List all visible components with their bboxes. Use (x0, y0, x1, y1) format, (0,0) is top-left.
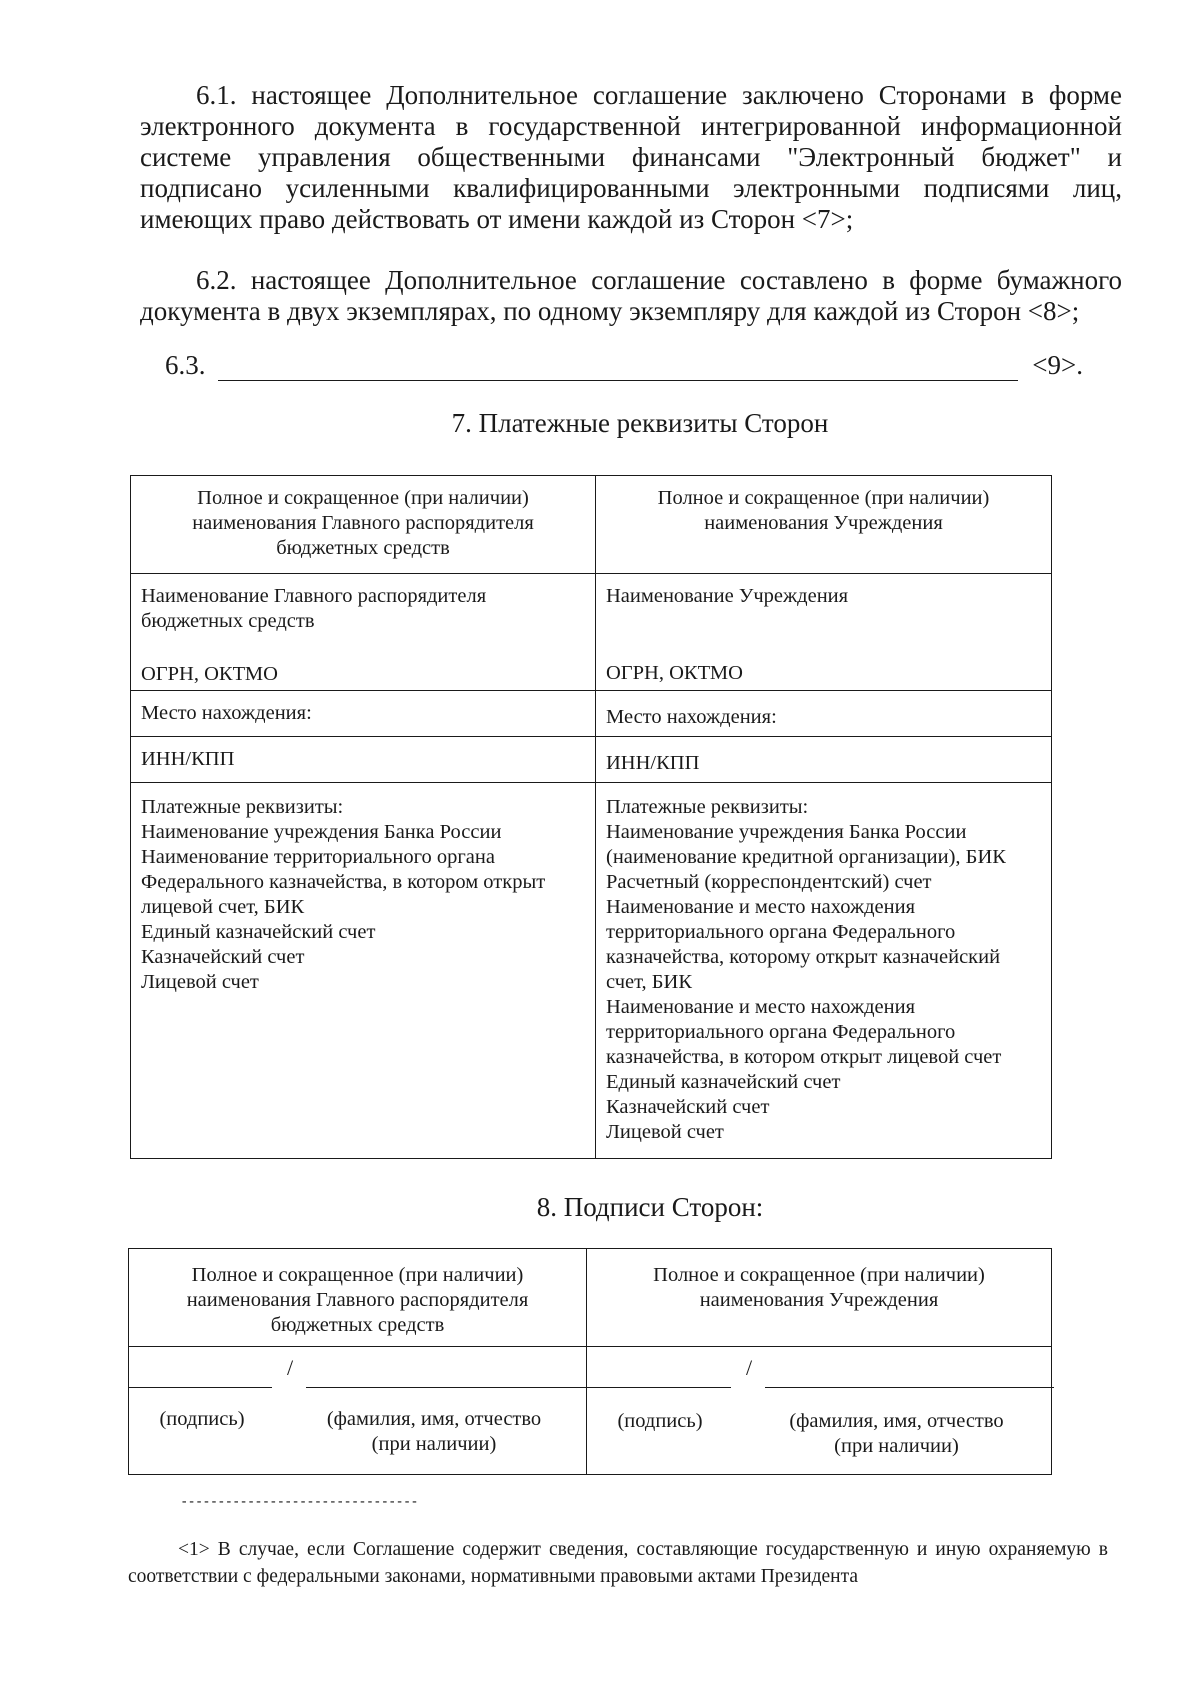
left-name-cell (131, 574, 596, 691)
left-pay-line: Лицевой счет (141, 971, 259, 993)
slash-separator: / (287, 1355, 294, 1380)
left-location-label: Место нахождения: (131, 691, 596, 737)
right-payment-details (596, 783, 1052, 1159)
table-row (129, 1249, 1052, 1347)
table-row (131, 783, 1052, 1159)
clause-6-3 (165, 350, 1083, 381)
signature-line (129, 1387, 272, 1388)
right-pay-line: (наименование кредитной организации), БИК (606, 846, 1006, 868)
right-inn-label: ИНН/КПП (596, 737, 1052, 783)
left-pay-line: лицевой счет, БИК (141, 896, 305, 918)
left-pay-line: Наименование территориального органа (141, 846, 495, 868)
right-signature-header: Полное и сокращенное (при наличии) наименования Учреждения (587, 1249, 1052, 1347)
right-pay-line: счет, БИК (606, 971, 693, 993)
right-pay-line: Расчетный (корреспондентский) счет (606, 871, 932, 893)
left-payment-details (131, 783, 596, 1159)
right-pay-line: Лицевой счет (606, 1121, 724, 1143)
clause-6-2: 6.2. настоящее Дополнительное соглашение составлено в форме бумажного документа в двух экземплярах, по одному экземпляру для каждой из Сторон <8>; (140, 265, 1122, 326)
signature-line (587, 1387, 731, 1388)
signature-caption: (подпись) (617, 1410, 703, 1432)
section-8-title: 8. Подписи Сторон: (536, 1192, 764, 1222)
clause-6-3-blank-line (218, 354, 1019, 381)
right-name-cell (596, 574, 1052, 691)
right-location-label: Место нахождения: (596, 691, 1052, 737)
footnote-1: <1> В случае, если Соглашение содержит сведения, составляющие государственную и иную охраняемую в соответствии с федеральными законами, нормативными правовыми актами Президента (128, 1539, 1108, 1587)
left-pay-line: Единый казначейский счет (141, 921, 376, 943)
table-row (131, 691, 1052, 737)
name-line (765, 1387, 1054, 1388)
payment-details-table (130, 475, 1052, 1159)
right-party-header: Полное и сокращенное (при наличии) наименования Учреждения (596, 476, 1052, 574)
footnote-separator: -------------------------------- (180, 1494, 418, 1510)
name-caption: (фамилия, имя, отчество (при наличии) (789, 1410, 1004, 1457)
left-party-header: Полное и сокращенное (при наличии) наименования Главного распорядителя бюджетных средств (131, 476, 596, 574)
clause-6-3-number: 6.3. (165, 350, 206, 380)
signature-caption: (подпись) (159, 1408, 245, 1430)
left-name-label: Наименование Главного распорядителя бюджетных средств (141, 585, 487, 632)
signatures-table (128, 1248, 1052, 1475)
left-pay-line: Платежные реквизиты: (141, 796, 344, 818)
section-7-title: 7. Платежные реквизиты Сторон (451, 408, 829, 438)
right-pay-line: Наименование и место нахождения (606, 996, 916, 1018)
left-pay-line: Наименование учреждения Банка России (141, 821, 502, 843)
slash-separator: / (746, 1355, 753, 1380)
table-row (131, 737, 1052, 783)
left-pay-line: Федерального казначейства, в котором открыт (141, 871, 546, 893)
clause-6-1: 6.1. настоящее Дополнительное соглашение заключено Сторонами в форме электронного документа в государственной интегрированной информационной системе управления общественными финансами "Электронный бюджет" и подписано усиленными квалифицированными электронными подписями лиц, имеющих право действовать от имени каждой из Сторон <7>; (140, 80, 1122, 234)
right-name-label: Наименование Учреждения (606, 585, 849, 607)
table-row (129, 1347, 1052, 1475)
left-signature-header: Полное и сокращенное (при наличии) наименования Главного распорядителя бюджетных средств (129, 1249, 587, 1347)
right-pay-line: Казначейский счет (606, 1096, 770, 1118)
right-pay-line: казначейства, которому открыт казначейский (606, 946, 1001, 968)
name-line (306, 1387, 586, 1388)
right-ogrn-label: ОГРН, ОКТМО (606, 662, 743, 684)
right-pay-line: территориального органа Федерального (606, 1021, 956, 1043)
right-pay-line: Наименование учреждения Банка России (606, 821, 967, 843)
right-pay-line: Платежные реквизиты: (606, 796, 809, 818)
left-pay-line: Казначейский счет (141, 946, 305, 968)
table-row (131, 574, 1052, 691)
right-signature-cell (587, 1347, 1052, 1475)
left-ogrn-label: ОГРН, ОКТМО (141, 663, 278, 685)
right-pay-line: Наименование и место нахождения (606, 896, 916, 918)
clause-6-3-footnote-ref: <9>. (1032, 350, 1083, 380)
right-pay-line: казначейства, в котором открыт лицевой счет (606, 1046, 1002, 1068)
left-inn-label: ИНН/КПП (131, 737, 596, 783)
name-caption: (фамилия, имя, отчество (при наличии) (326, 1408, 542, 1455)
table-row (131, 476, 1052, 574)
right-pay-line: Единый казначейский счет (606, 1071, 841, 1093)
left-signature-cell (129, 1347, 587, 1475)
right-pay-line: территориального органа Федерального (606, 921, 956, 943)
